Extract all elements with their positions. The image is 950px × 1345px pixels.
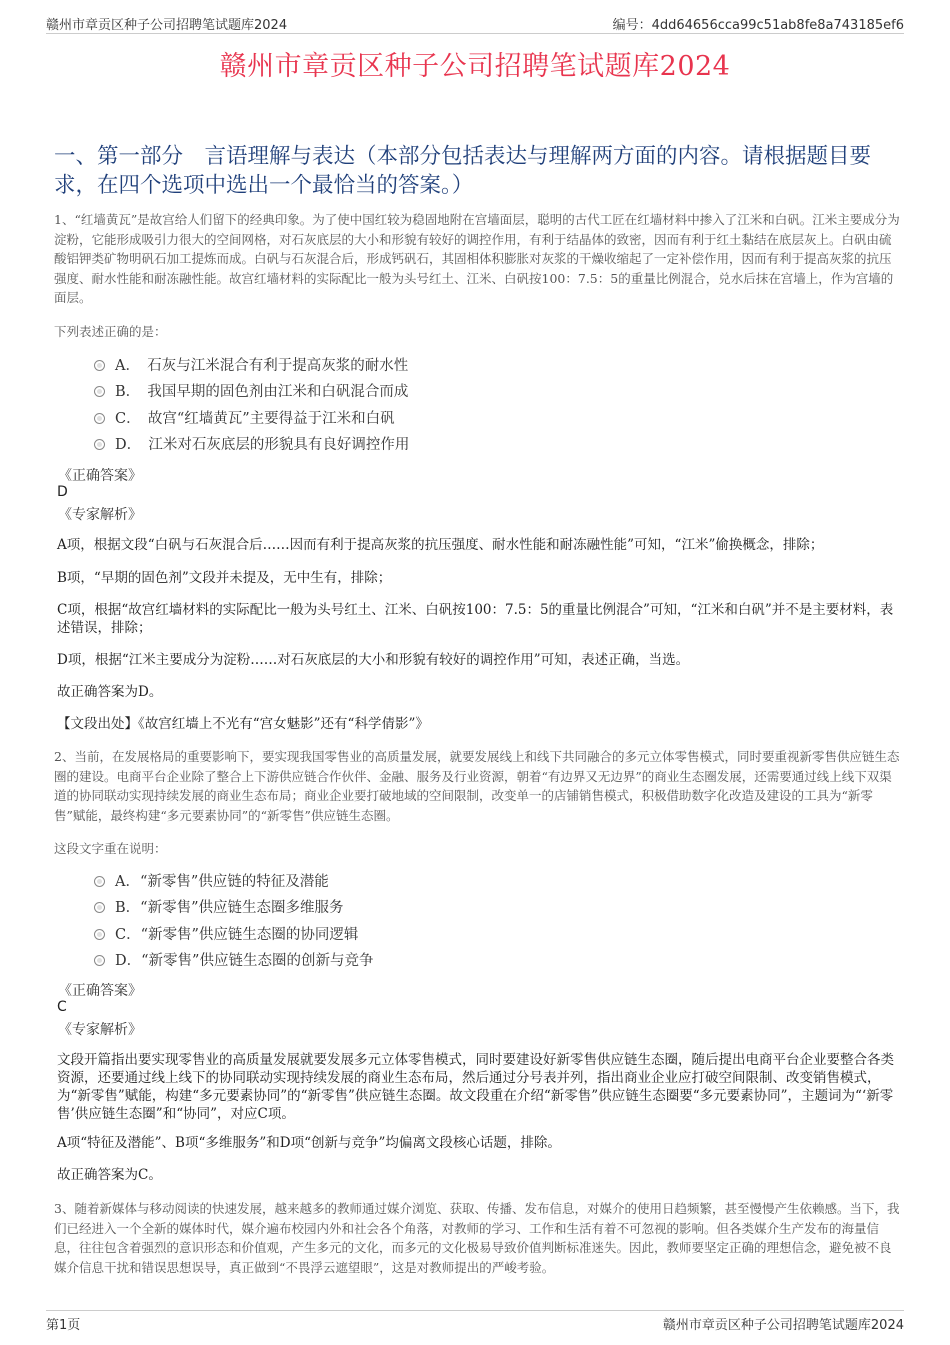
q1-stem: 1、“红墙黄瓦”是故宫给人们留下的经典印象。为了使中国红较为稳固地附在宫墙面层，聪明的古代工匠在红墙材料中掺入了江米和白矾。江米主要成分为淀粉，它能形成吸引力很大的空间网格，对石灰底层的大小和形貌有较好的调控作用，有利于结晶体的致密，因而有利于红土黏结在底层灰上。白矾由硫酸铝钾类矿物明矾石加工提炼而成。白矾与石灰混合后，形成钙矾石，其固相体积膨胀对灰浆的干燥收缩起了一定补偿作用，因而有利于提高灰浆的抗压强度、耐水性能和耐冻融性能。故宫红墙材料的实际配比一般为头号红土、江米、白矾按100：7.5：5的重量比例混合，兑水后抹在宫墙上，作为宫墙的面层。 [54,212,900,305]
option-text: D．“新零售”供应链生态圈的创新与竞争 [115,953,374,969]
q1-option-b[interactable] [94,381,408,403]
q2-answer-value: C [57,999,67,1015]
q1-explanation-d: D项，根据“江米主要成分为淀粉……对石灰底层的大小和形貌有较好的调控作用”可知，表述正确，当选。 [57,652,690,668]
q2-explanation-main: 文段开篇指出要实现零售业的高质量发展就要发展多元立体零售模式，同时要建设好新零售供应链生态圈，随后提出电商平台企业要整合各类资源，还要通过线上线下的协同联动实现持续发展的商业生态布局，然后通过分号表并列，指出商业企业应打破空间限制、改变销售模式，为“新零售”赋能，构建“多元要素协同”的“新零售”供应链生态圈。故文段重在介绍“新零售”供应链生态圈要“多元要素协同”，主题词为“‘新零售’供应链生态圈”和“协同”，对应C项。 [57,1052,894,1122]
radio-icon[interactable] [94,955,105,966]
radio-icon[interactable] [94,902,105,913]
q1-option-a[interactable] [94,355,408,377]
q1-explanation-a: A项，根据文段“白矾与石灰混合后……因而有利于提高灰浆的抗压强度、耐水性能和耐冻融性能”可知，“江米”偷换概念，排除； [57,537,824,553]
radio-icon[interactable] [94,386,105,397]
q1-explanation-c: C项，根据“故宫红墙材料的实际配比一般为头号红土、江米、白矾按100：7.5：5的重量比例混合”可知，“江米和白矾”并不是主要材料，表述错误，排除； [57,602,894,636]
option-text: B． 我国早期的固色剂由江米和白矾混合而成 [115,384,409,400]
q1-answer-label: 《正确答案》 [58,468,142,484]
q2-answer-label: 《正确答案》 [58,983,142,999]
q1-option-d[interactable] [94,434,409,456]
q2-option-b[interactable] [94,897,343,919]
radio-icon[interactable] [94,929,105,940]
option-text: A． 石灰与江米混合有利于提高灰浆的耐水性 [115,358,409,374]
q1-conclusion: 故正确答案为D。 [57,684,163,700]
page-header [46,14,904,34]
option-text: C． 故宫“红墙黄瓦”主要得益于江米和白矾 [115,411,395,427]
header-doc-id: 编号：4dd64656cca99c51ab8fe8a743185ef6 [612,18,904,33]
q2-option-d[interactable] [94,950,373,972]
q2-option-a[interactable] [94,871,329,893]
document-title: 赣州市章贡区种子公司招聘笔试题库2024 [219,51,731,82]
radio-icon[interactable] [94,413,105,424]
radio-icon[interactable] [94,360,105,371]
header-divider [46,33,904,34]
q3-stem: 3、随着新媒体与移动阅读的快速发展，越来越多的教师通过媒介浏览、获取、传播、发布信息，对媒介的使用日趋频繁，甚至慢慢产生依赖感。当下，我们已经进入一个全新的媒体时代，媒介遍布校园内外和社会各个角落，对教师的学习、工作和生活有着不可忽视的影响。但各类媒介生产发布的海量信息，往往包含着强烈的意识形态和价值观，产生多元的文化，而多元的文化极易导致价值判断标准迷失。因此，教师要坚定正确的理想信念，避免被不良媒介信息干扰和错误思想误导，真正做到“不畏浮云遮望眼”，这是对教师提出的严峻考验。 [54,1201,900,1275]
footer-divider [46,1310,904,1311]
q1-analysis-label: 《专家解析》 [58,507,142,523]
option-text: B．“新零售”供应链生态圈多维服务 [115,900,344,916]
page-number: 第1页 [46,1318,81,1333]
header-doc-name: 赣州市章贡区种子公司招聘笔试题库2024 [46,18,288,33]
footer-doc-name: 赣州市章贡区种子公司招聘笔试题库2024 [662,1318,904,1333]
radio-icon[interactable] [94,876,105,887]
option-text: C．“新零售”供应链生态圈的协同逻辑 [115,927,359,943]
q2-conclusion: 故正确答案为C。 [57,1167,162,1183]
q1-source: 【文段出处】《故宫红墙上不光有“宫女魅影”还有“科学倩影”》 [57,716,429,732]
option-text: A．“新零售”供应链的特征及潜能 [115,874,329,890]
q2-stem: 2、当前，在发展格局的重要影响下，要实现我国零售业的高质量发展，就要发展线上和线下共同融合的多元立体零售模式，同时要重视新零售供应链生态圈的建设。电商平台企业除了整合上下游供应链合作伙伴、金融、服务及行业资源，朝着“有边界又无边界”的商业生态圈发展，还需要通过线上线下双渠道的协同联动实现持续发展的商业生态布局；商业企业要打破地域的空间限制，改变单一的店铺销售模式，积极借助数字化改造及建设的工具为“新零售”赋能，最终构建“多元要素协同”的“新零售”供应链生态圈。 [54,749,900,823]
q2-option-c[interactable] [94,924,358,946]
q1-answer-value: D [57,484,68,500]
q1-explanation-b: B项，“早期的固色剂”文段并未提及，无中生有，排除； [57,570,392,586]
radio-icon[interactable] [94,439,105,450]
q1-prompt: 下列表述正确的是： [54,324,167,339]
section-heading: 一、第一部分 言语理解与表达（本部分包括表达与理解两方面的内容。请根据题目要求，在四个选项中选出一个最恰当的答案。） [54,144,872,198]
q2-explanation-others: A项“特征及潜能”、B项“多维服务”和D项“创新与竞争”均偏离文段核心话题，排除。 [57,1135,561,1151]
q2-prompt: 这段文字重在说明： [54,841,167,856]
option-text: D． 江米对石灰底层的形貌具有良好调控作用 [115,437,410,453]
q1-option-c[interactable] [94,408,395,430]
q2-analysis-label: 《专家解析》 [58,1022,142,1038]
